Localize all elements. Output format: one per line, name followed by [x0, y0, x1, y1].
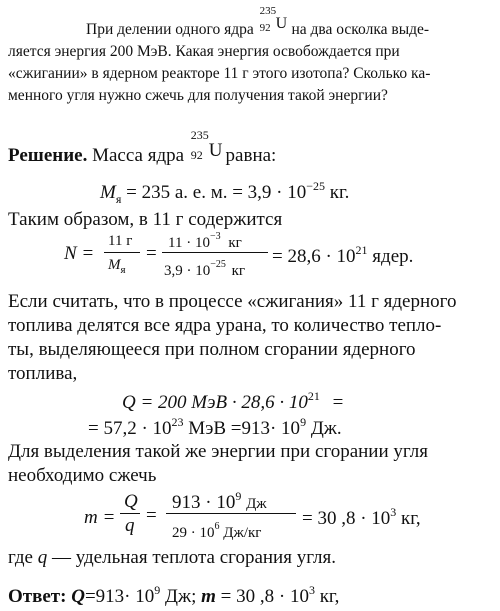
fraction-numerator: [172, 490, 267, 512]
problem-line-3: «сжигании» в ядерном реакторе 11 г этого изотопа? Сколько ка-: [8, 65, 431, 82]
equation-text: Q = 200 МэВ · 28,6 · 10: [122, 392, 308, 413]
unit-label: Дж/кг: [223, 525, 262, 541]
isotope-mass-number: 235: [190, 128, 209, 142]
math-symbol: q: [125, 515, 135, 536]
equation-lhs: [84, 508, 115, 527]
equation-text: 29 · 10: [172, 525, 215, 541]
equals-sign: =: [332, 392, 344, 413]
unit-label: Дж;: [165, 586, 197, 607]
exponent: −3: [209, 231, 221, 242]
unit-label: кг.: [329, 182, 350, 203]
unit-label: кг,: [401, 508, 421, 529]
math-symbol: N =: [64, 243, 95, 264]
unit-label: кг,: [319, 586, 340, 607]
solution-text: — удельная теплота сгорания угля.: [51, 547, 337, 568]
fraction-denominator: [172, 522, 261, 541]
solution-line-2: Таким образом, в 11 г содержится: [8, 209, 283, 230]
solution-line-3: Если считать, что в процессе «сжигания» 11 г ядерного: [8, 291, 457, 312]
solution-line-5: ты, выделяющееся при полном сгорании ядерного: [8, 339, 416, 360]
solution-line-9: [8, 548, 336, 567]
solution-text: Масса ядра: [92, 145, 185, 166]
math-symbol: m: [201, 586, 216, 607]
exponent: 21: [307, 389, 320, 403]
isotope-mass-number: 235: [259, 5, 277, 17]
math-symbol: q: [37, 547, 48, 568]
fraction-denominator: [125, 516, 135, 535]
problem-text: При делении одного ядра: [86, 21, 254, 38]
equals-sign: =: [146, 505, 157, 526]
solution-text: равна:: [225, 145, 277, 166]
fraction-bar: [162, 252, 268, 253]
exponent: 9: [300, 415, 307, 429]
equation-energy-1: [122, 390, 343, 412]
solution-line-1: [8, 128, 277, 166]
isotope-symbol: U: [275, 15, 288, 32]
problem-text: на два осколка выде-: [291, 21, 430, 38]
fraction-denominator: [108, 258, 126, 276]
equation-text: МэВ =913· 10: [188, 418, 301, 439]
exponent: 23: [171, 415, 184, 429]
equation-energy-2: [88, 416, 342, 438]
problem-line-1: [86, 5, 430, 38]
equation-text: = 30 ,8 · 10: [220, 586, 309, 607]
equation-text: 3,9 · 10: [164, 263, 211, 279]
isotope-u235: [258, 5, 288, 34]
fraction-bar: [104, 252, 140, 253]
exponent: 6: [214, 521, 220, 532]
equation-text: = 28,6 · 10: [272, 246, 356, 267]
equation-lhs: [64, 244, 94, 263]
solution-line-8: необходимо сжечь: [8, 465, 157, 486]
math-symbol: M: [100, 182, 116, 203]
solution-line-7: Для выделения такой же энергии при сгорании угля: [8, 441, 428, 462]
fraction-bar: [166, 513, 296, 514]
solution-line-4: топлива делятся все ядра урана, то количество тепло-: [8, 315, 442, 336]
equation-text: = 30 ,8 · 10: [302, 508, 391, 529]
isotope-symbol: U: [208, 140, 223, 161]
isotope-charge-number: 92: [190, 148, 203, 162]
isotope-charge-number: 92: [259, 22, 271, 34]
unit-label: ядер.: [372, 246, 414, 267]
fraction-numerator: 11 г: [108, 233, 133, 249]
fraction-denominator: [164, 260, 245, 279]
exponent: 3: [308, 583, 315, 597]
fraction-numerator: [168, 232, 242, 251]
math-subscript: я: [115, 191, 122, 206]
answer-line: [8, 584, 339, 606]
math-symbol: Q: [71, 586, 85, 607]
math-symbol: m =: [84, 507, 116, 528]
unit-label: Дж.: [310, 418, 342, 439]
equation-text: = 235 а. е. м. = 3,9 · 10: [126, 182, 307, 203]
equation-rhs: [302, 506, 421, 528]
exponent: 21: [355, 243, 368, 257]
solution-label: Решение.: [8, 145, 88, 166]
answer-label: Ответ:: [8, 586, 67, 607]
problem-line-4: менного угля нужно сжечь для получения такой энергии?: [8, 87, 388, 104]
unit-label: кг: [228, 235, 242, 251]
unit-label: кг: [231, 263, 246, 279]
exponent: −25: [306, 179, 326, 193]
exponent: 9: [154, 583, 161, 597]
equation-nucleus-mass: [100, 180, 349, 205]
math-symbol: Q: [124, 491, 138, 512]
exponent: −25: [210, 259, 226, 270]
equals-sign: =: [146, 243, 157, 264]
exponent: 9: [235, 489, 242, 503]
fraction-numerator: [124, 492, 138, 511]
solution-line-6: топлива,: [8, 363, 78, 384]
equation-text: 913 · 10: [172, 492, 236, 513]
unit-label: Дж: [246, 496, 267, 512]
equation-text: =913· 10: [84, 586, 155, 607]
solution-text: где: [8, 547, 33, 568]
math-subscript: я: [120, 264, 126, 276]
exponent: 3: [390, 505, 397, 519]
equation-text: 11 · 10: [168, 235, 210, 251]
problem-line-2: ляется энергия 200 МэВ. Какая энергия освобождается при: [8, 43, 400, 60]
equation-text: = 57,2 · 10: [88, 418, 172, 439]
equation-rhs: [272, 244, 413, 266]
math-symbol: M: [108, 257, 121, 273]
isotope-u235: [189, 128, 223, 162]
